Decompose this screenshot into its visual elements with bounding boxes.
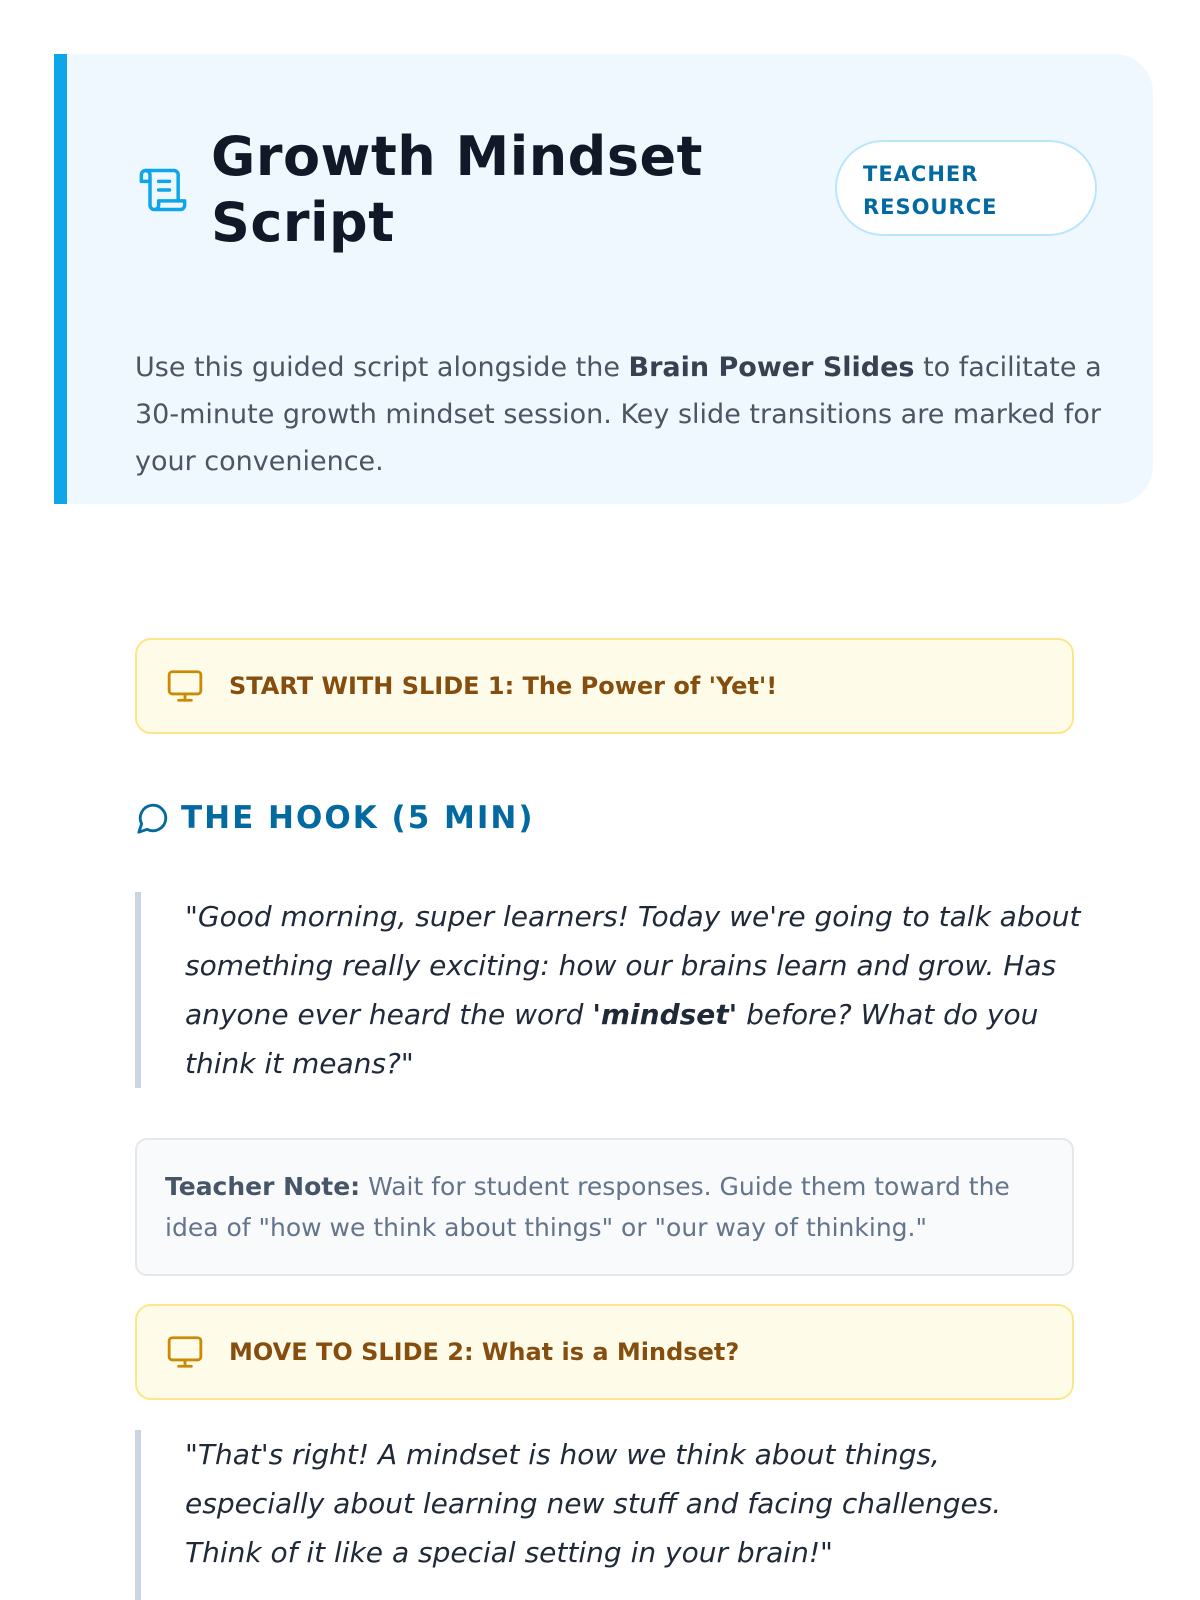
teacher-note — [135, 1138, 1074, 1276]
teacher-note-text: Wait for student responses. Guide them toward the idea of "how we think about things" or "our way of thinking." — [165, 1172, 1010, 1242]
section-title: THE HOOK (5 MIN) — [181, 800, 535, 836]
script-quote-2: "That's right! A mindset is how we think about things, especially about learning new stuff and facing challenges. Think of it like a special setting in your brain!" — [135, 1430, 1085, 1600]
intro-text-end: to facilitate a 30-minute growth mindset session. Key slide transitions are marked for your convenience. — [135, 352, 1102, 477]
slide-marker-label: START WITH SLIDE 1: The Power of 'Yet'! — [229, 672, 778, 700]
scroll-icon — [135, 162, 191, 218]
slide-marker-label: MOVE TO SLIDE 2: What is a Mindset? — [229, 1338, 740, 1366]
slide-marker-1 — [135, 638, 1074, 734]
quote-1-keyword: 'mindset' — [592, 998, 738, 1031]
intro-slides-link-text: Brain Power Slides — [628, 352, 915, 383]
page-title: Growth Mindset Script — [211, 125, 703, 254]
script-quote-1 — [135, 892, 1085, 1088]
badge-line-1: TEACHER — [863, 162, 979, 186]
quote-1-start: "Good morning, super learners! Today we're going to talk about something really exciting: how our brains learn and grow. Has anyone ever heard the word — [185, 900, 1081, 1031]
intro-text-start: Use this guided script alongside the — [135, 352, 629, 383]
badge-line-2: RESOURCE — [863, 195, 998, 219]
teacher-note-label: Teacher Note: — [165, 1172, 361, 1201]
title-row — [135, 124, 771, 256]
section-heading-hook — [135, 800, 535, 836]
quote-1-end: before? What do you think it means?" — [185, 998, 1039, 1080]
header-card — [54, 54, 1153, 504]
speech-bubble-icon — [135, 800, 171, 836]
presentation-icon — [165, 1332, 205, 1372]
teacher-resource-badge — [835, 140, 1097, 236]
slide-marker-2 — [135, 1304, 1074, 1400]
presentation-icon — [165, 666, 205, 706]
intro-text — [135, 344, 1115, 485]
